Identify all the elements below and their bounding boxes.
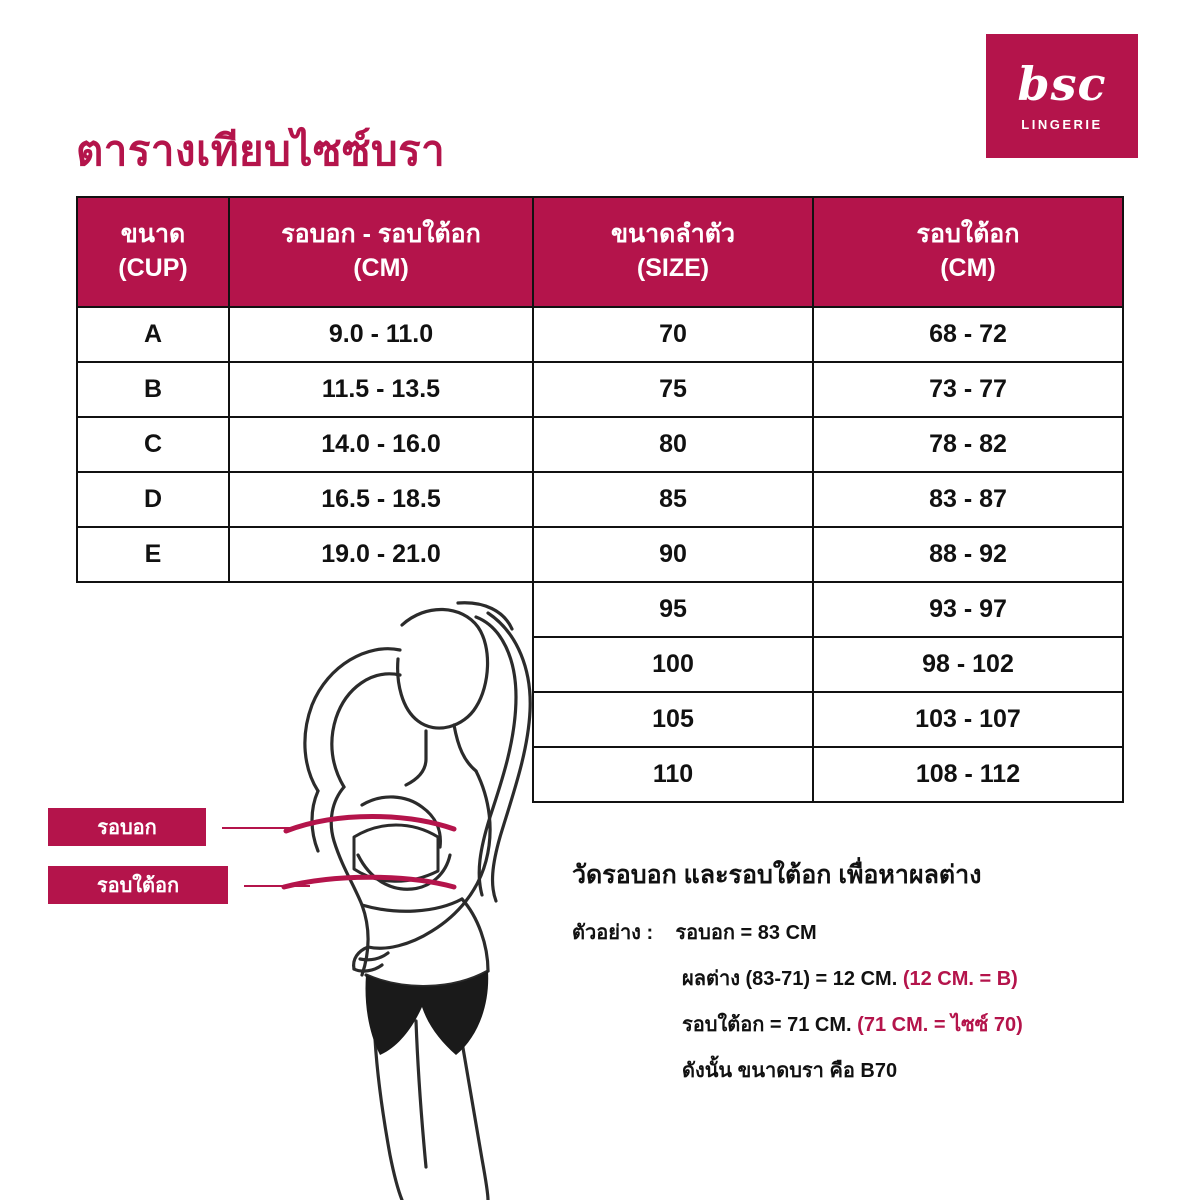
cell-difference: 16.5 - 18.5 — [229, 472, 533, 527]
explanation-line-2 — [682, 967, 1172, 991]
cell-blank — [229, 747, 533, 802]
cell-underbust: 108 - 112 — [813, 747, 1123, 802]
header-body-size — [533, 197, 813, 307]
callout-bust-label: รอบอก — [48, 808, 206, 846]
cell-difference: 19.0 - 21.0 — [229, 527, 533, 582]
size-table-body — [77, 307, 1123, 802]
table-row — [77, 362, 1123, 417]
cell-blank — [77, 747, 229, 802]
table-row — [77, 472, 1123, 527]
explanation-heading: วัดรอบอก และรอบใต้อก เพื่อหาผลต่าง — [572, 861, 982, 889]
example-cup-result: (12 CM. = B) — [902, 968, 1018, 990]
cell-body-size: 80 — [533, 417, 813, 472]
table-row — [77, 582, 1123, 637]
cell-body-size: 70 — [533, 307, 813, 362]
cell-blank — [229, 692, 533, 747]
cell-cup: E — [77, 527, 229, 582]
callout-underbust-leader-line — [244, 885, 310, 887]
cell-underbust: 73 - 77 — [813, 362, 1123, 417]
cell-underbust: 83 - 87 — [813, 472, 1123, 527]
cell-underbust: 68 - 72 — [813, 307, 1123, 362]
header-difference — [229, 197, 533, 307]
table-row — [77, 417, 1123, 472]
brand-logo — [986, 34, 1138, 158]
cell-blank — [77, 582, 229, 637]
header-body-size-line2: (SIZE) — [636, 254, 710, 282]
cell-difference: 9.0 - 11.0 — [229, 307, 533, 362]
brand-name: bsc — [1017, 56, 1107, 111]
cell-blank — [229, 637, 533, 692]
header-body-size-line1: ขนาดลำตัว — [610, 220, 736, 249]
header-underbust-line1: รอบใต้อก — [916, 220, 1020, 249]
cell-difference: 11.5 - 13.5 — [229, 362, 533, 417]
brand-tagline: LINGERIE — [1021, 116, 1103, 132]
header-cup-line2: (CUP) — [118, 254, 188, 282]
cell-cup: A — [77, 307, 229, 362]
table-row — [77, 527, 1123, 582]
cell-body-size: 105 — [533, 692, 813, 747]
cell-underbust: 103 - 107 — [813, 692, 1123, 747]
header-underbust — [813, 197, 1123, 307]
header-difference-line1: รอบอก - รอบใต้อก — [281, 220, 481, 249]
cell-blank — [77, 692, 229, 747]
header-cup — [77, 197, 229, 307]
callout-bust-leader-line — [222, 827, 292, 829]
example-difference-value: ผลต่าง (83-71) = 12 CM. — [682, 968, 898, 990]
explanation-block — [572, 855, 1172, 1105]
table-header-row — [77, 197, 1123, 307]
cell-blank — [229, 582, 533, 637]
cell-underbust: 98 - 102 — [813, 637, 1123, 692]
table-row — [77, 637, 1123, 692]
page-title: ตารางเทียบไซซ์บรา — [76, 127, 446, 174]
cell-body-size: 90 — [533, 527, 813, 582]
size-table-container — [76, 196, 1122, 803]
cell-cup: D — [77, 472, 229, 527]
cell-body-size: 75 — [533, 362, 813, 417]
size-table — [76, 196, 1124, 803]
table-row — [77, 692, 1123, 747]
example-label: ตัวอย่าง : — [572, 922, 654, 944]
example-bust-value: รอบอก = 83 CM — [675, 922, 817, 944]
table-row — [77, 307, 1123, 362]
cell-difference: 14.0 - 16.0 — [229, 417, 533, 472]
explanation-line-1 — [572, 921, 1172, 945]
cell-underbust: 88 - 92 — [813, 527, 1123, 582]
cell-body-size: 100 — [533, 637, 813, 692]
example-size-result: (71 CM. = ไซซ์ 70) — [857, 1014, 1023, 1036]
table-row — [77, 747, 1123, 802]
cell-body-size: 110 — [533, 747, 813, 802]
callout-underbust-label: รอบใต้อก — [48, 866, 228, 904]
cell-body-size: 85 — [533, 472, 813, 527]
explanation-line-3 — [682, 1013, 1172, 1037]
cell-cup: C — [77, 417, 229, 472]
explanation-line-4: ดังนั้น ขนาดบรา คือ B70 — [682, 1060, 898, 1082]
header-cup-line1: ขนาด — [120, 220, 186, 249]
example-underbust-value: รอบใต้อก = 71 CM. — [682, 1014, 852, 1036]
cell-underbust: 78 - 82 — [813, 417, 1123, 472]
cell-blank — [77, 637, 229, 692]
header-underbust-line2: (CM) — [940, 254, 996, 282]
cell-body-size: 95 — [533, 582, 813, 637]
header-difference-line2: (CM) — [353, 254, 409, 282]
cell-underbust: 93 - 97 — [813, 582, 1123, 637]
cell-cup: B — [77, 362, 229, 417]
